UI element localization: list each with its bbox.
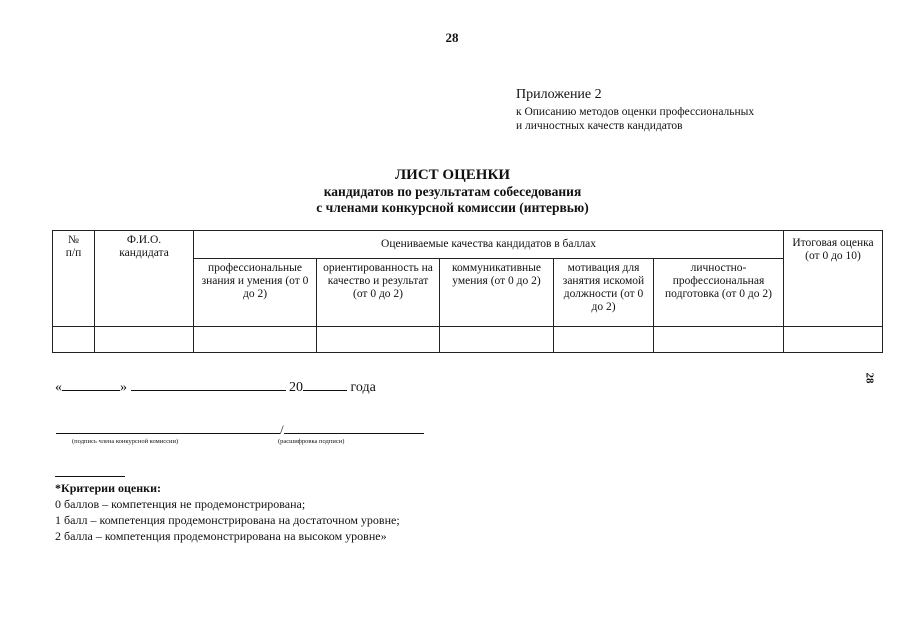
year-suffix: года: [350, 380, 376, 395]
signature-blank[interactable]: [56, 421, 280, 434]
cell-name[interactable]: [95, 327, 194, 353]
header-num-line-2: п/п: [65, 247, 82, 259]
title-line-2: кандидатов по результатам собеседования: [323, 184, 582, 199]
criteria-item: 2 балла – компетенция продемонстрирована на высоком уровне»: [55, 529, 387, 543]
signature-line: [56, 421, 424, 438]
header-qualities-group: Оцениваемые качества кандидатов в баллах: [194, 231, 784, 259]
date-open-quote: «: [55, 380, 62, 395]
decode-blank[interactable]: [284, 421, 424, 434]
document-title: [0, 166, 905, 216]
appendix-line-1: к Описанию методов оценки профессиональных: [516, 106, 755, 118]
date-line: [55, 378, 376, 396]
caption-member: (подпись члена конкурсной комиссии): [72, 438, 179, 445]
header-num-line-1: №: [68, 234, 79, 246]
header-criterion-quality: ориентированность на качество и результат (от 0 до 2): [317, 259, 440, 327]
cell-quality[interactable]: [317, 327, 440, 353]
header-num: [53, 231, 95, 327]
year-blank[interactable]: [303, 378, 347, 391]
criteria-block: [55, 480, 400, 544]
cell-communication[interactable]: [440, 327, 554, 353]
header-name-line-2: кандидата: [119, 247, 169, 259]
criteria-item: 1 балл – компетенция продемонстрирована на достаточном уровне;: [55, 513, 400, 527]
title-main: ЛИСТ ОЦЕНКИ: [395, 167, 510, 183]
header-name-line-1: Ф.И.О.: [126, 234, 162, 246]
appendix-block: [516, 87, 754, 133]
cell-professional[interactable]: [194, 327, 317, 353]
criteria-item: 0 баллов – компетенция не продемонстрирована;: [55, 497, 306, 511]
cell-personal[interactable]: [654, 327, 784, 353]
month-blank[interactable]: [131, 378, 286, 391]
header-criterion-motivation: мотивация для занятия искомой должности (от 0 до 2): [554, 259, 654, 327]
side-page-number: 28: [863, 372, 876, 384]
appendix-title: Приложение 2: [516, 87, 602, 102]
footnote-divider: [55, 476, 125, 477]
evaluation-table: [52, 230, 883, 353]
cell-num[interactable]: [53, 327, 95, 353]
header-criterion-personal: личностно-профессиональная подготовка (от 0 до 2): [654, 259, 784, 327]
header-total: [784, 231, 883, 327]
day-blank[interactable]: [62, 378, 120, 391]
caption-decode: (расшифровка подписи): [278, 438, 345, 445]
header-criterion-professional: профессиональные знания и умения (от 0 до 2): [194, 259, 317, 327]
criteria-header: *Критерии оценки:: [55, 481, 161, 495]
cell-motivation[interactable]: [554, 327, 654, 353]
appendix-line-2: и личностных качеств кандидатов: [516, 120, 683, 132]
year-prefix: 20: [289, 380, 303, 395]
signature-slash: /: [280, 422, 284, 437]
header-total-line-2: (от 0 до 10): [805, 250, 861, 262]
header-name: [95, 231, 194, 327]
cell-total[interactable]: [784, 327, 883, 353]
page-number: 28: [445, 30, 459, 45]
table-row: [53, 327, 883, 353]
date-close-quote: »: [120, 380, 127, 395]
header-total-line-1: Итоговая оценка: [792, 237, 874, 249]
header-criterion-communication: коммуникативные умения (от 0 до 2): [440, 259, 554, 327]
title-line-3: с членами конкурсной комиссии (интервью): [316, 200, 589, 215]
